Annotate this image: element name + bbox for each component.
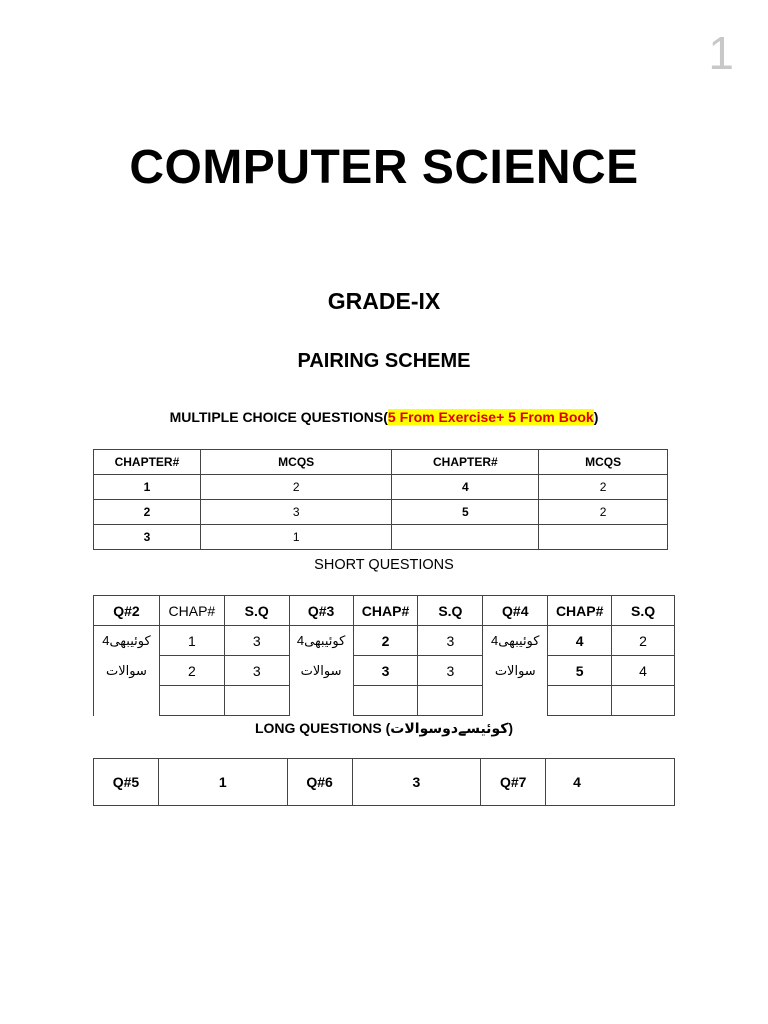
question-number: Q#2 <box>94 596 160 626</box>
table-row <box>94 759 675 806</box>
mcq-count-cell: 2 <box>539 500 668 525</box>
document-title: COMPUTER SCIENCE <box>129 141 639 194</box>
urdu-instruction-line2: سوالات <box>94 656 160 686</box>
mcq-count-cell: 3 <box>200 500 392 525</box>
mcq-count-cell: 1 <box>200 525 392 550</box>
question-number: Q#5 <box>94 759 159 806</box>
urdu-instruction-line1: کوئیبھی4 <box>94 626 160 656</box>
question-number: Q#6 <box>287 759 352 806</box>
long-heading-urdu: کوئیسےدوسوالات <box>390 720 509 736</box>
chapter-cell: 2 <box>159 656 224 686</box>
question-number: Q#3 <box>289 596 353 626</box>
mcq-header-cell: MCQS <box>200 450 392 475</box>
long-heading-prefix: LONG QUESTIONS ( <box>254 720 391 736</box>
long-questions-table <box>93 758 675 806</box>
mcq-header-cell: MCQS <box>539 450 668 475</box>
mcq-heading-suffix: ) <box>593 409 599 425</box>
mcq-count-cell: 2 <box>200 475 392 500</box>
mcq-header-cell: CHAPTER# <box>392 450 539 475</box>
page-number: 1 <box>708 27 734 79</box>
chapter-cell <box>353 686 418 716</box>
chapter-cell: 1 <box>159 626 224 656</box>
empty-cell <box>94 686 160 716</box>
mcq-chapter-cell <box>392 525 539 550</box>
chap-header: CHAP# <box>548 596 612 626</box>
sq-header: S.Q <box>418 596 483 626</box>
table-row <box>94 500 668 525</box>
scheme-heading: PAIRING SCHEME <box>297 350 471 372</box>
sq-count-cell <box>224 686 289 716</box>
urdu-instruction-line2: سوالات <box>483 656 548 686</box>
sq-count-cell: 3 <box>418 656 483 686</box>
mcq-header-cell: CHAPTER# <box>94 450 201 475</box>
chapter-cell <box>159 686 224 716</box>
table-row <box>94 475 668 500</box>
empty-cell <box>289 686 353 716</box>
sq-count-cell: 3 <box>418 626 483 656</box>
question-number: Q#4 <box>483 596 548 626</box>
sq-count-cell: 2 <box>612 626 675 656</box>
chapter-cell: 5 <box>548 656 612 686</box>
mcq-count-cell <box>539 525 668 550</box>
chap-header: CHAP# <box>159 596 224 626</box>
short-questions-heading: SHORT QUESTIONS <box>314 557 454 573</box>
sq-header: S.Q <box>224 596 289 626</box>
chapter-cell: 1 <box>158 759 287 806</box>
mcq-heading-highlight: 5 From Exercise+ 5 From Book <box>387 409 594 425</box>
sq-count-cell: 3 <box>224 656 289 686</box>
mcq-count-cell: 2 <box>539 475 668 500</box>
mcq-heading <box>0 409 768 425</box>
empty-cell <box>483 686 548 716</box>
mcq-header-row <box>94 450 668 475</box>
mcq-table <box>93 449 668 550</box>
mcq-chapter-cell: 2 <box>94 500 201 525</box>
mcq-chapter-cell: 4 <box>392 475 539 500</box>
mcq-chapter-cell: 5 <box>392 500 539 525</box>
chapter-cell: 3 <box>353 656 418 686</box>
sq-count-cell: 4 <box>612 656 675 686</box>
chapter-cell <box>548 686 612 716</box>
chapter-cell: 4 <box>546 759 675 806</box>
sq-count-cell: 3 <box>224 626 289 656</box>
urdu-instruction-line1: کوئیبھی4 <box>289 626 353 656</box>
table-row <box>94 656 675 686</box>
mcq-chapter-cell: 3 <box>94 525 201 550</box>
mcq-chapter-cell: 1 <box>94 475 201 500</box>
long-questions-heading <box>0 720 768 737</box>
grade-heading: GRADE-IX <box>327 288 441 314</box>
long-heading-suffix: ) <box>508 720 514 736</box>
sq-count-cell <box>612 686 675 716</box>
table-row <box>94 686 675 716</box>
urdu-instruction-line1: کوئیبھی4 <box>483 626 548 656</box>
sq-header: S.Q <box>612 596 675 626</box>
question-number: Q#7 <box>481 759 546 806</box>
chapter-cell: 3 <box>352 759 481 806</box>
chapter-cell: 4 <box>548 626 612 656</box>
sq-header-row <box>94 596 675 626</box>
table-row <box>94 525 668 550</box>
chapter-cell: 2 <box>353 626 418 656</box>
short-questions-table <box>93 595 675 716</box>
sq-count-cell <box>418 686 483 716</box>
chap-header: CHAP# <box>353 596 418 626</box>
mcq-heading-prefix: MULTIPLE CHOICE QUESTIONS( <box>169 409 388 425</box>
table-row <box>94 626 675 656</box>
urdu-instruction-line2: سوالات <box>289 656 353 686</box>
